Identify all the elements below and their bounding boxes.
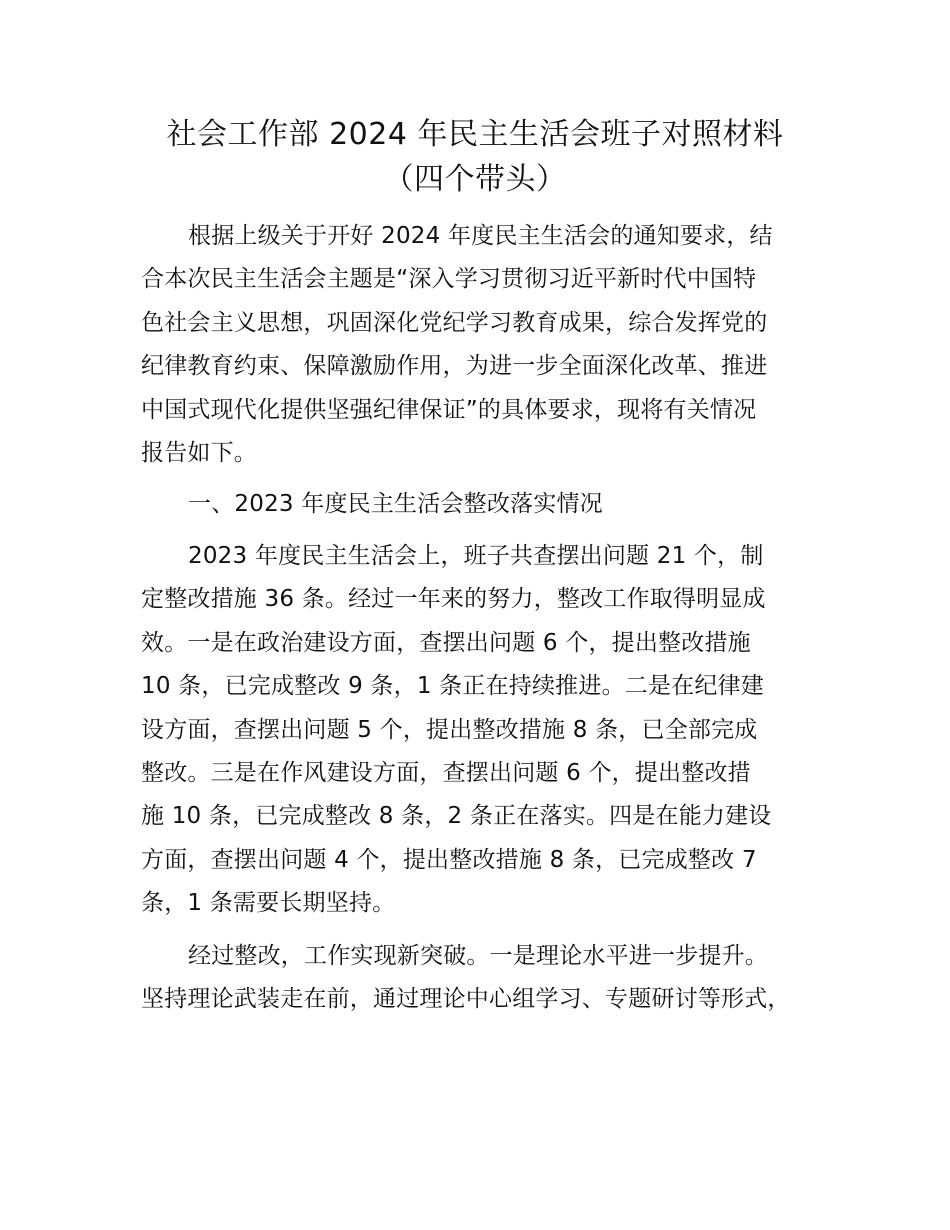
paragraph-intro: [141, 215, 831, 475]
paragraph-rectification: [141, 535, 831, 926]
paragraph-line: 设方面，查摆出问题 5 个，提出整改措施 8 条，已全部完成: [141, 716, 758, 743]
paragraph-line: 纪律教育约束、保障激励作用，为进一步全面深化改革、推进: [141, 353, 768, 380]
document-title: 社会工作部 2024 年民主生活会班子对照材料: [166, 117, 784, 152]
paragraph-line: 坚持理论武装走在前，通过理论中心组学习、专题研讨等形式，: [141, 986, 791, 1013]
paragraph-line: 施 10 条，已完成整改 8 条，2 条正在落实。四是在能力建设: [141, 803, 772, 830]
paragraph-line: 2023 年度民主生活会上，班子共查摆出问题 21 个，制: [188, 543, 764, 569]
paragraph-line: 定整改措施 36 条。经过一年来的努力，整改工作取得明显成: [141, 586, 766, 613]
paragraph-line: 整改。三是在作风建设方面，查摆出问题 6 个，提出整改措: [141, 759, 751, 786]
paragraph-line: 效。一是在政治建设方面，查摆出问题 6 个，提出整改措施: [141, 629, 751, 656]
paragraph-line: 中国式现代化提供坚强纪律保证”的具体要求，现将有关情况: [141, 396, 757, 423]
paragraph-line: 条，1 条需要长期坚持。: [141, 890, 396, 917]
paragraph-line: 报告如下。: [141, 439, 257, 466]
paragraph-line: 经过整改，工作实现新突破。一是理论水平进一步提升。: [188, 943, 768, 969]
document-subtitle: （四个带头）: [383, 162, 567, 197]
paragraph-line: 根据上级关于开好 2024 年度民主生活会的通知要求，结: [188, 223, 773, 249]
paragraph-line: 色社会主义思想，巩固深化党纪学习教育成果，综合发挥党的: [141, 309, 768, 336]
paragraph-line: 合本次民主生活会主题是“深入学习贯彻习近平新时代中国特: [141, 266, 757, 293]
paragraph-line: 10 条，已完成整改 9 条，1 条正在持续推进。二是在纪律建: [141, 673, 764, 700]
paragraph-line: 方面，查摆出问题 4 个，提出整改措施 8 条，已完成整改 7: [141, 846, 757, 873]
section-heading-text: 一、2023 年度民主生活会整改落实情况: [188, 491, 603, 517]
paragraph-results: [141, 935, 831, 1022]
section-heading: [141, 483, 831, 526]
